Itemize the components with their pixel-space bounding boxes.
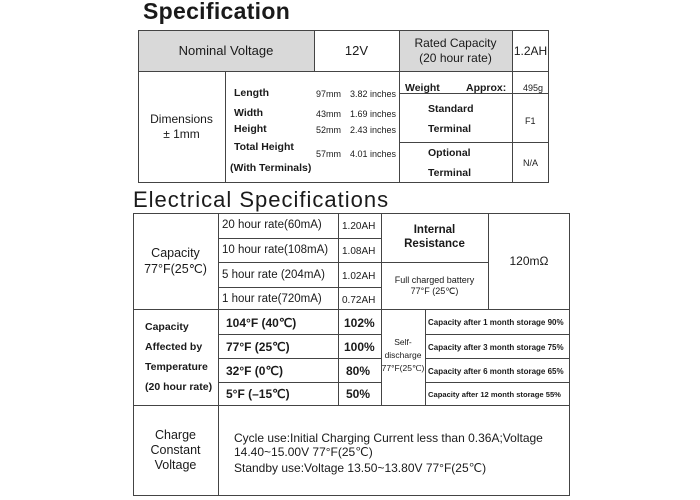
- rated-capacity-label: Rated Capacity (20 hour rate): [414, 35, 497, 65]
- standard-terminal-label: Standard: [428, 103, 474, 115]
- capacity-value: 1.20AH: [342, 221, 376, 232]
- temperature-value: 104°F (40℃): [226, 316, 297, 330]
- temperature-value: 32°F (0℃): [226, 364, 283, 378]
- internal-resistance-value: 120mΩ: [509, 254, 549, 268]
- weight-approx: Approx:: [466, 82, 507, 94]
- temperature-percent: 80%: [346, 364, 371, 378]
- dimension-inches: 2.43 inches: [350, 125, 397, 135]
- temperature-value: 5°F (–15℃): [226, 387, 290, 401]
- charge-voltage-label: Charge Constant Voltage: [150, 428, 201, 472]
- weight-label: Weight: [405, 82, 440, 94]
- self-discharge-row: Capacity after 1 month storage 90%: [428, 318, 564, 327]
- dimension-name: Length: [234, 87, 269, 99]
- capacity-value: 0.72AH: [342, 295, 376, 306]
- standard-terminal-label: Terminal: [428, 123, 471, 135]
- dimension-inches: 3.82 inches: [350, 89, 397, 99]
- standard-terminal-value: F1: [525, 116, 536, 126]
- optional-terminal-label: Optional: [428, 147, 471, 159]
- capacity-label: Capacity 77°F(25℃): [144, 246, 207, 276]
- specification-title: Specification: [143, 0, 291, 24]
- nominal-voltage-value: 12V: [344, 43, 369, 58]
- self-discharge-row: Capacity after 6 month storage 65%: [428, 367, 564, 376]
- optional-terminal-value: N/A: [523, 158, 539, 168]
- self-discharge-row: Capacity after 12 month storage 55%: [428, 390, 561, 399]
- dimension-mm: 43mm: [316, 109, 342, 119]
- dimension-mm: 52mm: [316, 125, 342, 135]
- capacity-rate: 10 hour rate(108mA): [222, 244, 329, 256]
- dimension-name: Width: [234, 107, 264, 119]
- internal-resistance-label: Internal Resistance: [404, 224, 465, 250]
- electrical-specifications-title: Electrical Specifications: [133, 187, 390, 212]
- internal-resistance-note: Full charged battery 77°F (25℃): [394, 275, 475, 296]
- self-discharge-label: Self- discharge 77°F(25℃): [381, 336, 425, 373]
- dimension-inches: 4.01 inches: [350, 149, 397, 159]
- dimensions-label: Dimensions ± 1mm: [150, 112, 213, 141]
- cycle-use-voltage: 14.40~15.00V 77°F(25℃): [234, 445, 373, 459]
- capacity-value: 1.02AH: [342, 271, 376, 282]
- dimension-mm: 57mm: [316, 149, 342, 159]
- electrical-specifications-table: [133, 213, 570, 496]
- dimension-name: Height: [234, 123, 267, 135]
- with-terminals-note: (With Terminals): [230, 162, 312, 174]
- self-discharge-row: Capacity after 3 month storage 75%: [428, 343, 564, 352]
- temperature-percent: 100%: [344, 340, 375, 354]
- temperature-capacity-label: Capacity Affected by Temperature (20 hour rate): [145, 321, 213, 393]
- weight-value: 495g: [523, 83, 544, 93]
- cycle-use-text: Cycle use:Initial Charging Current less than 0.36A;Voltage: [234, 431, 543, 445]
- capacity-rate: 20 hour rate(60mA): [222, 219, 322, 231]
- dimension-inches: 1.69 inches: [350, 109, 397, 119]
- capacity-rate: 5 hour rate (204mA): [222, 269, 325, 281]
- standby-use-text: Standby use:Voltage 13.50~13.80V 77°F(25℃): [234, 461, 487, 475]
- capacity-value: 1.08AH: [342, 246, 376, 257]
- optional-terminal-label: Terminal: [428, 167, 471, 179]
- temperature-percent: 50%: [346, 387, 371, 401]
- capacity-rate: 1 hour rate(720mA): [222, 293, 322, 305]
- dimension-mm: 97mm: [316, 89, 342, 99]
- temperature-value: 77°F (25℃): [226, 340, 290, 354]
- specification-table: [138, 30, 549, 183]
- dimension-name: Total Height: [234, 141, 294, 153]
- nominal-voltage-label: Nominal Voltage: [178, 43, 274, 58]
- rated-capacity-value: 1.2AH: [513, 43, 548, 58]
- temperature-percent: 102%: [344, 316, 375, 330]
